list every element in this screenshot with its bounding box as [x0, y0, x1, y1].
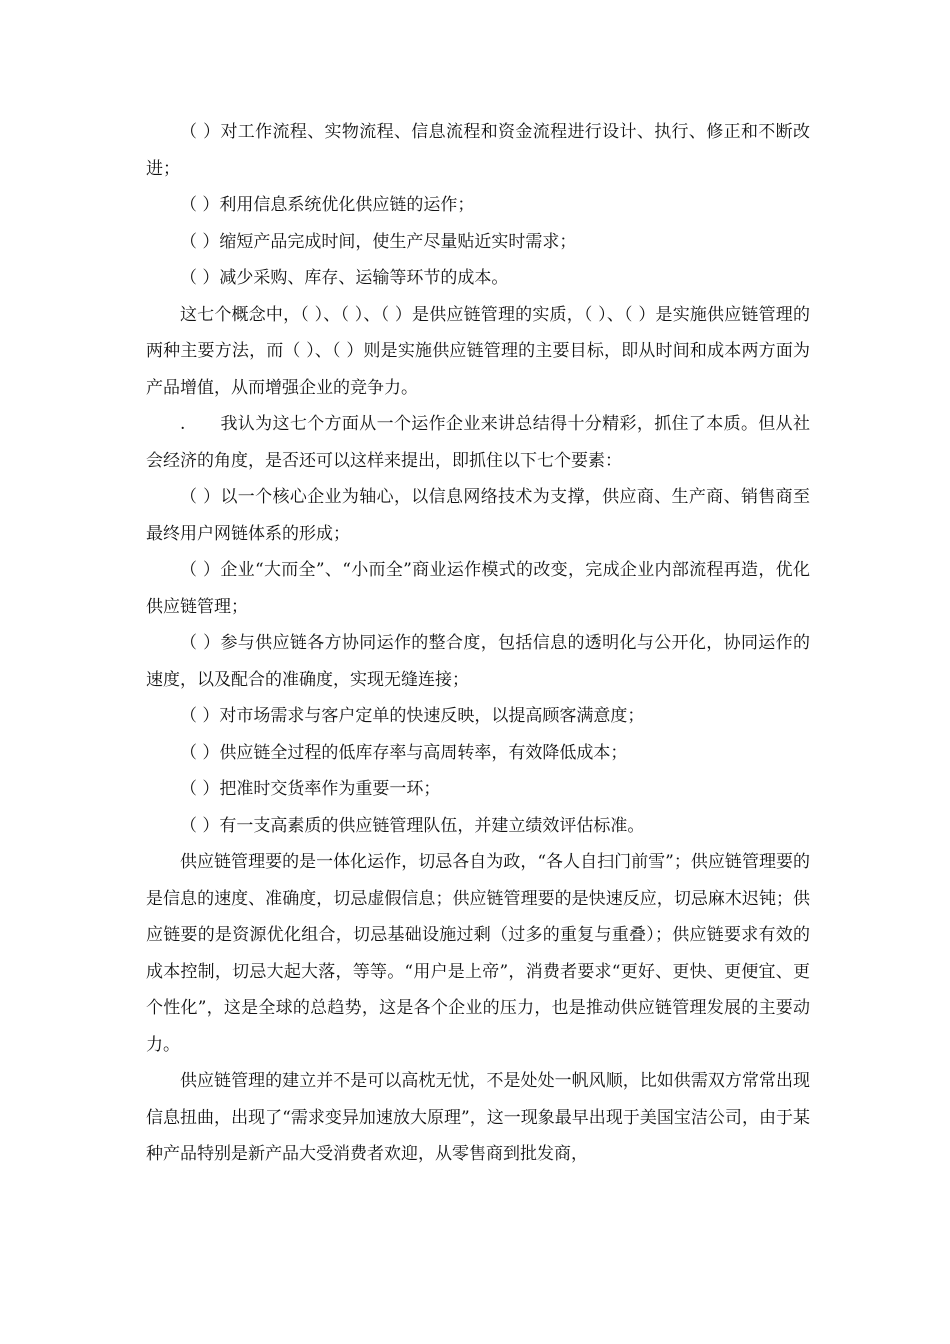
paragraph-14: 供应链管理要的是一体化运作，切忌各自为政，“各人自扫门前雪”；供应链管理要的是信息的速度、准确度，切忌虚假信息；供应链管理要的是快速反应，切忌麻木迟钝；供应链要的是资源优化组合，切忌基础设施过剩（过多的重复与重叠）；供应链要求有效的成本控制，切忌大起大落，等等。“用户是上帝”，消费者要求“更好、更快、更便宜、更个性化”，这是全球的总趋势，这是各个企业的压力，也是推动供应链管理发展的主要动力。 [146, 852, 810, 1055]
paragraph-4: （ ）减少采购、库存、运输等环节的成本。 [180, 268, 509, 288]
paragraph-8: （ ）企业“大而全”、“小而全”商业运作模式的改变，完成企业内部流程再造，优化供应链管理； [146, 560, 810, 617]
paragraph-3: （ ）缩短产品完成时间，使生产尽量贴近实时需求； [180, 231, 577, 252]
paragraph-2: （ ）利用信息系统优化供应链的运作； [180, 195, 475, 215]
paragraph-5: 这七个概念中，（ ）、（ ）、（ ）是供应链管理的实质，（ ）、（ ）是实施供应链管理的两种主要方法，而（ ）、（ ）则是实施供应链管理的主要目标，即从时间和成本两方面为产品增值，从而增强企业的竞争力。 [146, 304, 810, 398]
paragraph-9: （ ）参与供应链各方协同运作的整合度，包括信息的透明化与公开化，协同运作的速度，以及配合的准确度，实现无缝连接； [146, 633, 810, 690]
paragraph-11: （ ）供应链全过程的低库存率与高周转率，有效降低成本； [180, 742, 628, 763]
paragraph-13: （ ）有一支高素质的供应链管理队伍，并建立绩效评估标准。 [180, 815, 645, 836]
paragraph-10: （ ）对市场需求与客户定单的快速反映，以提高顾客满意度； [180, 706, 645, 726]
paragraph-15: 供应链管理的建立并不是可以高枕无忧，不是处处一帆风顺，比如供需双方常常出现信息扭曲，出现了“需求变异加速放大原理”，这一现象最早出现于美国宝洁公司，由于某种产品特别是新产品大受消费者欢迎，从零售商到批发商， [146, 1071, 810, 1164]
paragraph-7: （ ）以一个核心企业为轴心，以信息网络技术为支撑，供应商、生产商、销售商至最终用户网链体系的形成； [146, 487, 810, 544]
paragraph-1: （ ）对工作流程、实物流程、信息流程和资金流程进行设计、执行、修正和不断改进； [146, 122, 810, 179]
paragraph-12: （ ）把准时交货率作为重要一环； [180, 779, 441, 799]
paragraph-6: . 我认为这七个方面从一个运作企业来讲总结得十分精彩，抓住了本质。但从社会经济的角度，是否还可以这样来提出，即抓住以下七个要素： [146, 414, 810, 471]
